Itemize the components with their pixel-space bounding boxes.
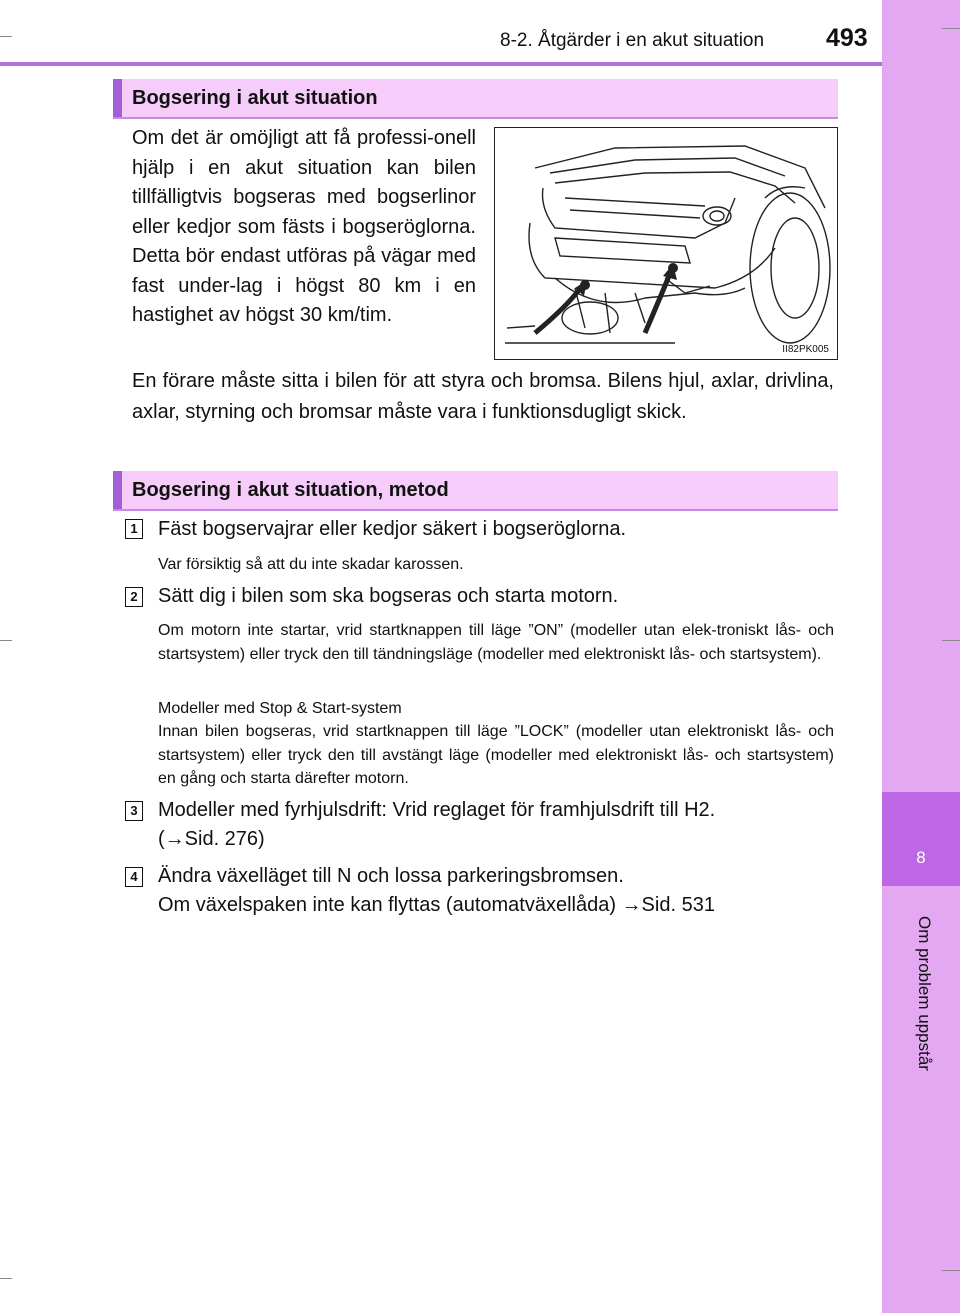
crop-mark [0,1278,12,1279]
vehicle-front-drawing [495,128,837,359]
running-header-section: 8-2. Åtgärder i en akut situation [500,30,765,51]
driver-requirement-paragraph: En förare måste sitta i bilen för att styra och bromsa. Bilens hjul, axlar, drivlina, axlar, styrning och bromsar måste vara i funktionsdugligt skick. [132,370,834,423]
step-text: Modeller med fyrhjulsdrift: Vrid reglaget för framhjulsdrift till H2. [158,799,716,821]
step-badge: 2 [125,587,143,607]
crop-mark [942,1270,960,1271]
intro-paragraph: Om det är omöjligt att få professi-onell hjälp i en akut situation kan bilen tillfälligtvis bogseras med bogserlinor eller kedjor som fästs i bogseröglorna. Detta bör endast utföras på vägar med fast under-lag i högst 80 km i en hastighet av högst 30 km/tim. [132,127,476,326]
chapter-number-block [882,792,960,886]
step-note: Om motorn inte startar, vrid startknappen till läge ”ON” (modeller utan elek-troniskt lås- och startsystem) eller tryck den till tändningsläge (modeller med elektroniskt lås- och startsystem). [158,622,834,663]
chapter-tab [882,0,960,1313]
step-text: Fäst bogservajrar eller kedjor säkert i bogseröglorna. [158,518,626,540]
section-heading-marker [113,471,122,509]
page-number: 493 [826,24,868,52]
step-badge: 4 [125,867,143,887]
header-rule [0,62,882,66]
step-text: Ändra växelläget till N och lossa parkeringsbromsen. [158,865,624,887]
towing-eyelet-illustration [494,127,838,360]
chapter-title: Om problem uppstår [915,916,934,1071]
section-heading-towing [113,79,838,119]
crop-mark [942,28,960,29]
step-note: Var försiktig så att du inte skadar karossen. [158,556,464,573]
step-text: Sätt dig i bilen som ska bogseras och starta motorn. [158,585,619,607]
step-reference: (→Sid. 276) [158,828,265,850]
section-heading-method [113,471,838,511]
section-heading-title: Bogsering i akut situation [132,87,378,109]
section-heading-marker [113,79,122,117]
chapter-number: 8 [916,848,926,867]
step-badge: 1 [125,519,143,539]
step-badge: 3 [125,801,143,821]
crop-mark [942,640,960,641]
crop-mark [0,36,12,37]
figure-caption: II82PK005 [782,344,829,355]
crop-mark [0,640,12,641]
step-note: Innan bilen bogseras, vrid startknappen till läge ”LOCK” (modeller utan elektroniskt lås- och startsystem) eller tryck den till avstängt läge (modeller med elektroniskt lås- och startsystem) en gång och starta därefter motorn. [158,723,834,787]
step-reference: Om växelspaken inte kan flyttas (automatväxellåda) →Sid. 531 [158,894,715,916]
step-note-subheading: Modeller med Stop & Start-system [158,700,402,717]
section-heading-title: Bogsering i akut situation, metod [132,479,449,501]
